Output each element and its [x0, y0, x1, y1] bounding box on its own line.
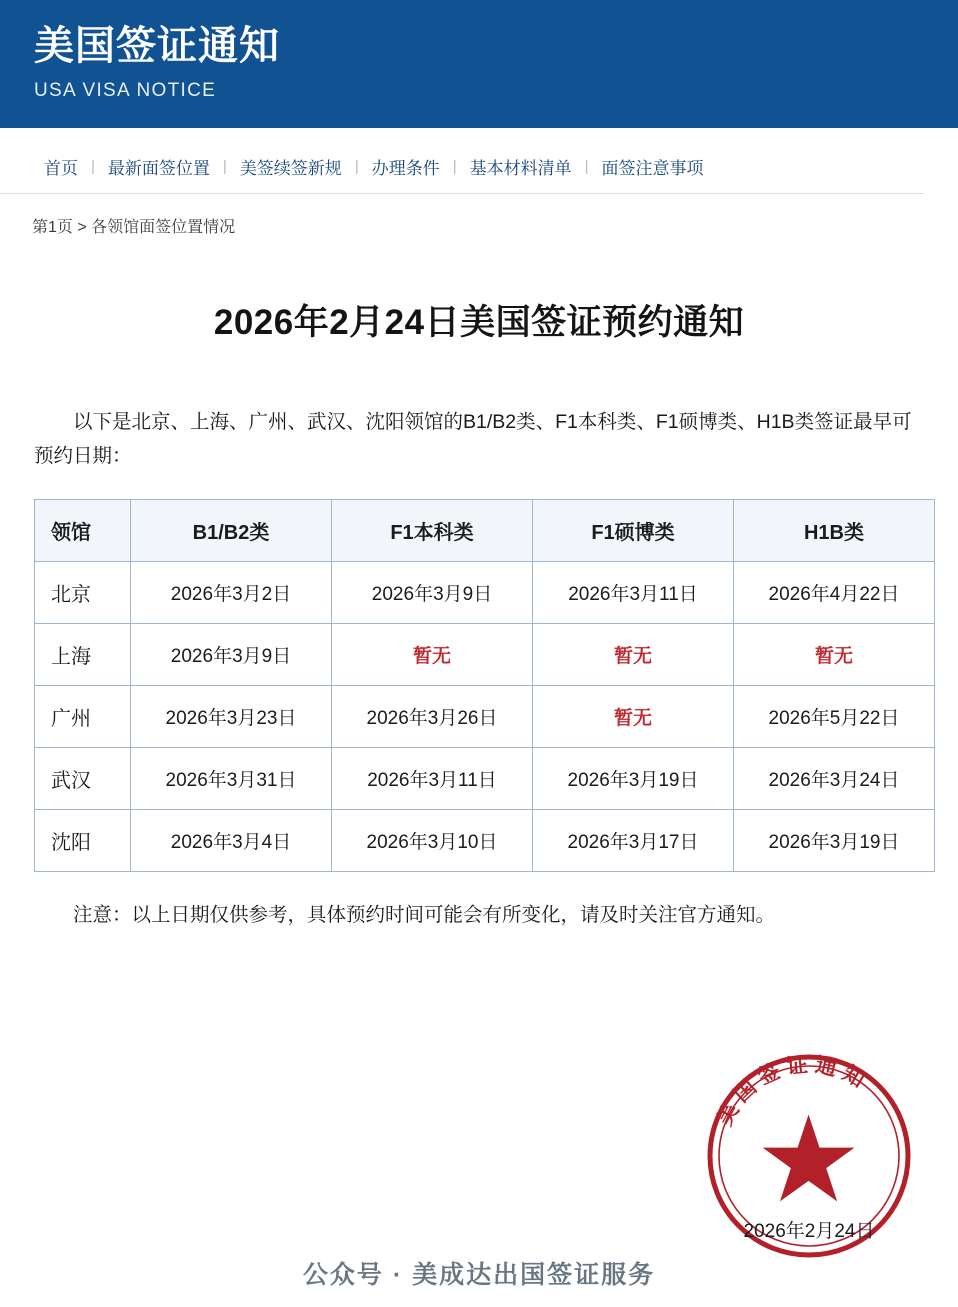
column-header-f1-grad: F1硕博类	[533, 500, 734, 562]
cell-b1b2: 2026年3月31日	[131, 748, 332, 810]
table-header-row	[35, 500, 935, 562]
breadcrumb[interactable]: 第1页 > 各领馆面签位置情况	[32, 219, 236, 236]
column-header-f1-undergrad: F1本科类	[332, 500, 533, 562]
cell-f1-undergrad: 2026年3月9日	[332, 562, 533, 624]
cell-h1b: 2026年3月24日	[734, 748, 935, 810]
nav-item-renewal-rules[interactable]: 美签续签新规	[239, 159, 342, 178]
cell-f1-grad: 2026年3月11日	[533, 562, 734, 624]
cell-f1-undergrad: 2026年3月26日	[332, 686, 533, 748]
table-row	[35, 562, 935, 624]
nav-item-interview-tips[interactable]: 面签注意事项	[601, 159, 704, 178]
page-title: 2026年2月24日美国签证预约通知	[213, 303, 745, 342]
nav-separator: |	[452, 158, 457, 175]
table-row	[35, 624, 935, 686]
nav-separator: |	[354, 158, 359, 175]
cell-consulate: 北京	[35, 562, 131, 624]
cell-h1b: 2026年3月19日	[734, 810, 935, 872]
table-row	[35, 686, 935, 748]
site-title-cn: 美国签证通知	[34, 24, 280, 68]
column-header-consulate: 领馆	[35, 500, 131, 562]
primary-nav	[0, 128, 924, 194]
footer-watermark: 公众号 · 美成达出国签证服务	[302, 1261, 656, 1289]
table-row	[35, 810, 935, 872]
cell-f1-grad: 暂无	[533, 624, 734, 686]
column-header-h1b: H1B类	[734, 500, 935, 562]
cell-b1b2: 2026年3月9日	[131, 624, 332, 686]
article-body	[0, 295, 958, 932]
nav-separator: |	[584, 158, 589, 175]
seal-ring-text: 美国签证通知	[713, 1053, 874, 1130]
nav-item-home[interactable]: 首页	[44, 159, 78, 178]
cell-consulate: 广州	[35, 686, 131, 748]
cell-f1-undergrad: 2026年3月11日	[332, 748, 533, 810]
cell-f1-grad: 2026年3月17日	[533, 810, 734, 872]
svg-text:美国签证通知	[712, 1053, 874, 1129]
nav-separator: |	[91, 158, 95, 175]
cell-consulate: 沈阳	[35, 810, 131, 872]
nav-item-materials-checklist[interactable]: 基本材料清单	[469, 159, 572, 178]
cell-b1b2: 2026年3月4日	[131, 810, 332, 872]
cell-f1-grad: 暂无	[533, 686, 734, 748]
site-header-banner	[0, 0, 958, 128]
cell-h1b: 暂无	[734, 624, 935, 686]
cell-b1b2: 2026年3月23日	[131, 686, 332, 748]
cell-f1-undergrad: 暂无	[332, 624, 533, 686]
official-seal-stamp	[700, 1047, 918, 1265]
cell-h1b: 2026年5月22日	[734, 686, 935, 748]
intro-paragraph: 以下是北京、上海、广州、武汉、沈阳领馆的B1/B2类、F1本科类、F1硕博类、H1B类签证最早可预约日期：	[34, 411, 912, 468]
nav-item-latest-locations[interactable]: 最新面签位置	[107, 159, 210, 178]
nav-item-requirements[interactable]: 办理条件	[371, 159, 440, 178]
table-row	[35, 748, 935, 810]
cell-f1-undergrad: 2026年3月10日	[332, 810, 533, 872]
visa-appointment-table	[34, 499, 935, 872]
cell-h1b: 2026年4月22日	[734, 562, 935, 624]
disclaimer-note: 注意：以上日期仅供参考，具体预约时间可能会有所变化，请及时关注官方通知。	[73, 904, 776, 927]
cell-f1-grad: 2026年3月19日	[533, 748, 734, 810]
site-title-en: USA VISA NOTICE	[34, 80, 217, 101]
seal-date: 2026年2月24日	[743, 1221, 875, 1242]
nav-separator: |	[222, 158, 227, 175]
cell-b1b2: 2026年3月2日	[131, 562, 332, 624]
cell-consulate: 武汉	[35, 748, 131, 810]
cell-consulate: 上海	[35, 624, 131, 686]
column-header-b1b2: B1/B2类	[131, 500, 332, 562]
